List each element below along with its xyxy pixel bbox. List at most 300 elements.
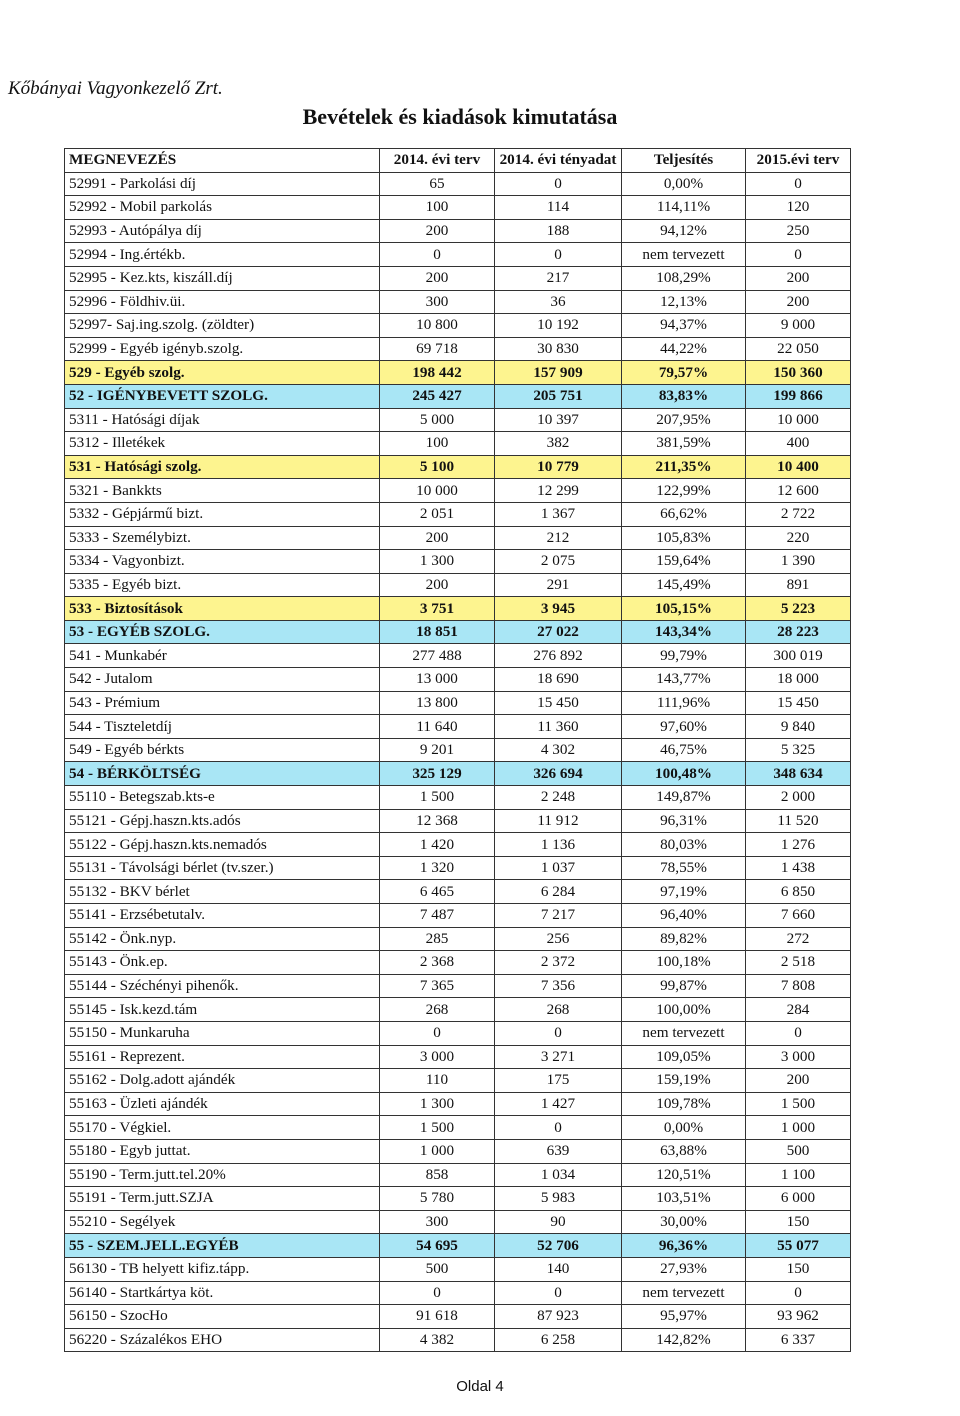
row-name: 55210 - Segélyek: [65, 1210, 380, 1234]
plan-2015-cell: 11 520: [746, 809, 851, 833]
row-name: 55170 - Végkiel.: [65, 1116, 380, 1140]
total-row: [65, 620, 851, 644]
row-name: 544 - Tiszteletdíj: [65, 715, 380, 739]
actual-2014-cell: 256: [495, 927, 622, 951]
plan-2015-cell: 200: [746, 266, 851, 290]
plan-2015-cell: 6 850: [746, 880, 851, 904]
completion-cell: 95,97%: [622, 1305, 746, 1329]
column-header-actual-2014: 2014. évi tényadat: [495, 149, 622, 173]
row-name: 55163 - Üzleti ajándék: [65, 1092, 380, 1116]
completion-cell: 46,75%: [622, 738, 746, 762]
row-name: 543 - Prémium: [65, 691, 380, 715]
actual-2014-cell: 175: [495, 1069, 622, 1093]
column-header-name: MEGNEVEZÉS: [65, 149, 380, 173]
plan-2015-cell: 200: [746, 1069, 851, 1093]
completion-cell: 96,31%: [622, 809, 746, 833]
row-name: 5334 - Vagyonbizt.: [65, 550, 380, 574]
completion-cell: 99,79%: [622, 644, 746, 668]
plan-2015-cell: 3 000: [746, 1045, 851, 1069]
plan-2015-cell: 55 077: [746, 1234, 851, 1258]
row-name: 55161 - Reprezent.: [65, 1045, 380, 1069]
actual-2014-cell: 0: [495, 1116, 622, 1140]
completion-cell: 44,22%: [622, 337, 746, 361]
actual-2014-cell: 0: [495, 1021, 622, 1045]
plan-2014-cell: 300: [380, 1210, 495, 1234]
completion-cell: 78,55%: [622, 856, 746, 880]
row-name: 55131 - Távolsági bérlet (tv.szer.): [65, 856, 380, 880]
page-title: Bevételek és kiadások kimutatása: [302, 104, 618, 129]
plan-2014-cell: 65: [380, 172, 495, 196]
actual-2014-cell: 6 258: [495, 1328, 622, 1352]
row-name: 5311 - Hatósági díjak: [65, 408, 380, 432]
completion-cell: 108,29%: [622, 266, 746, 290]
table-row: [65, 644, 851, 668]
plan-2015-cell: 0: [746, 172, 851, 196]
total-row: [65, 762, 851, 786]
row-name: 52991 - Parkolási díj: [65, 172, 380, 196]
row-name: 54 - BÉRKÖLTSÉG: [65, 762, 380, 786]
row-name: 55144 - Széchényi pihenők.: [65, 974, 380, 998]
plan-2014-cell: 12 368: [380, 809, 495, 833]
plan-2014-cell: 1 320: [380, 856, 495, 880]
report-table: [64, 148, 851, 1352]
actual-2014-cell: 3 945: [495, 597, 622, 621]
table-row: [65, 856, 851, 880]
table-row: [65, 951, 851, 975]
table-row: [65, 738, 851, 762]
actual-2014-cell: 30 830: [495, 337, 622, 361]
completion-cell: 80,03%: [622, 833, 746, 857]
row-name: 541 - Munkabér: [65, 644, 380, 668]
actual-2014-cell: 276 892: [495, 644, 622, 668]
plan-2015-cell: 5 325: [746, 738, 851, 762]
actual-2014-cell: 36: [495, 290, 622, 314]
plan-2015-cell: 7 808: [746, 974, 851, 998]
plan-2015-cell: 1 100: [746, 1163, 851, 1187]
actual-2014-cell: 10 397: [495, 408, 622, 432]
plan-2015-cell: 28 223: [746, 620, 851, 644]
completion-cell: 12,13%: [622, 290, 746, 314]
table-row: [65, 1163, 851, 1187]
plan-2014-cell: 200: [380, 573, 495, 597]
plan-2015-cell: 0: [746, 1281, 851, 1305]
plan-2014-cell: 13 800: [380, 691, 495, 715]
table-row: [65, 243, 851, 267]
actual-2014-cell: 5 983: [495, 1187, 622, 1211]
completion-cell: 143,34%: [622, 620, 746, 644]
plan-2015-cell: 0: [746, 243, 851, 267]
table-body: [65, 172, 851, 1352]
actual-2014-cell: 90: [495, 1210, 622, 1234]
plan-2015-cell: 2 000: [746, 786, 851, 810]
row-name: 55142 - Önk.nyp.: [65, 927, 380, 951]
actual-2014-cell: 1 427: [495, 1092, 622, 1116]
row-name: 55132 - BKV bérlet: [65, 880, 380, 904]
completion-cell: 111,96%: [622, 691, 746, 715]
table-row: [65, 1045, 851, 1069]
row-name: 52992 - Mobil parkolás: [65, 196, 380, 220]
plan-2015-cell: 500: [746, 1139, 851, 1163]
plan-2014-cell: 5 780: [380, 1187, 495, 1211]
plan-2014-cell: 325 129: [380, 762, 495, 786]
plan-2015-cell: 120: [746, 196, 851, 220]
row-name: 56150 - SzocHo: [65, 1305, 380, 1329]
plan-2014-cell: 91 618: [380, 1305, 495, 1329]
plan-2015-cell: 10 400: [746, 455, 851, 479]
completion-cell: 97,19%: [622, 880, 746, 904]
plan-2014-cell: 1 420: [380, 833, 495, 857]
plan-2014-cell: 1 000: [380, 1139, 495, 1163]
completion-cell: 207,95%: [622, 408, 746, 432]
plan-2015-cell: 1 500: [746, 1092, 851, 1116]
plan-2014-cell: 10 000: [380, 479, 495, 503]
plan-2014-cell: 5 000: [380, 408, 495, 432]
actual-2014-cell: 114: [495, 196, 622, 220]
plan-2015-cell: 22 050: [746, 337, 851, 361]
plan-2014-cell: 3 000: [380, 1045, 495, 1069]
row-name: 55180 - Egyb juttat.: [65, 1139, 380, 1163]
plan-2014-cell: 198 442: [380, 361, 495, 385]
plan-2015-cell: 6 000: [746, 1187, 851, 1211]
actual-2014-cell: 0: [495, 243, 622, 267]
plan-2014-cell: 200: [380, 526, 495, 550]
plan-2014-cell: 0: [380, 1021, 495, 1045]
plan-2015-cell: 272: [746, 927, 851, 951]
actual-2014-cell: 52 706: [495, 1234, 622, 1258]
table-row: [65, 290, 851, 314]
table-row: [65, 1210, 851, 1234]
row-name: 53 - EGYÉB SZOLG.: [65, 620, 380, 644]
plan-2014-cell: 100: [380, 196, 495, 220]
completion-cell: 66,62%: [622, 502, 746, 526]
actual-2014-cell: 326 694: [495, 762, 622, 786]
completion-cell: 79,57%: [622, 361, 746, 385]
table-row: [65, 880, 851, 904]
plan-2014-cell: 54 695: [380, 1234, 495, 1258]
actual-2014-cell: 0: [495, 1281, 622, 1305]
plan-2015-cell: 1 438: [746, 856, 851, 880]
plan-2014-cell: 0: [380, 243, 495, 267]
plan-2014-cell: 1 300: [380, 1092, 495, 1116]
plan-2015-cell: 348 634: [746, 762, 851, 786]
row-name: 55122 - Gépj.haszn.kts.nemadós: [65, 833, 380, 857]
row-name: 52996 - Földhiv.üi.: [65, 290, 380, 314]
plan-2015-cell: 12 600: [746, 479, 851, 503]
plan-2015-cell: 1 390: [746, 550, 851, 574]
row-name: 55 - SZEM.JELL.EGYÉB: [65, 1234, 380, 1258]
row-name: 5312 - Illetékek: [65, 432, 380, 456]
actual-2014-cell: 10 779: [495, 455, 622, 479]
row-name: 5335 - Egyéb bizt.: [65, 573, 380, 597]
completion-cell: 109,05%: [622, 1045, 746, 1069]
completion-cell: 96,40%: [622, 904, 746, 928]
actual-2014-cell: 12 299: [495, 479, 622, 503]
table-row: [65, 337, 851, 361]
plan-2014-cell: 6 465: [380, 880, 495, 904]
row-name: 52995 - Kez.kts, kiszáll.díj: [65, 266, 380, 290]
actual-2014-cell: 7 356: [495, 974, 622, 998]
plan-2014-cell: 200: [380, 266, 495, 290]
plan-2014-cell: 5 100: [380, 455, 495, 479]
completion-cell: 159,64%: [622, 550, 746, 574]
completion-cell: 27,93%: [622, 1257, 746, 1281]
table-row: [65, 432, 851, 456]
row-name: 56130 - TB helyett kifiz.tápp.: [65, 1257, 380, 1281]
actual-2014-cell: 10 192: [495, 314, 622, 338]
plan-2015-cell: 93 962: [746, 1305, 851, 1329]
plan-2014-cell: 268: [380, 998, 495, 1022]
row-name: 549 - Egyéb bérkts: [65, 738, 380, 762]
column-header-plan-2014: 2014. évi terv: [380, 149, 495, 173]
table-row: [65, 502, 851, 526]
table-row: [65, 1257, 851, 1281]
plan-2014-cell: 69 718: [380, 337, 495, 361]
row-name: 5321 - Bankkts: [65, 479, 380, 503]
completion-cell: 63,88%: [622, 1139, 746, 1163]
table-row: [65, 715, 851, 739]
completion-cell: 105,83%: [622, 526, 746, 550]
table-row: [65, 526, 851, 550]
plan-2015-cell: 18 000: [746, 668, 851, 692]
row-name: 55191 - Term.jutt.SZJA: [65, 1187, 380, 1211]
plan-2014-cell: 2 051: [380, 502, 495, 526]
table-row: [65, 1021, 851, 1045]
plan-2015-cell: 250: [746, 219, 851, 243]
plan-2015-cell: 150: [746, 1210, 851, 1234]
table-row: [65, 1281, 851, 1305]
completion-cell: 122,99%: [622, 479, 746, 503]
table-row: [65, 219, 851, 243]
completion-cell: 114,11%: [622, 196, 746, 220]
completion-cell: 381,59%: [622, 432, 746, 456]
plan-2014-cell: 277 488: [380, 644, 495, 668]
table-row: [65, 196, 851, 220]
table-row: [65, 550, 851, 574]
table-row: [65, 1139, 851, 1163]
completion-cell: 159,19%: [622, 1069, 746, 1093]
actual-2014-cell: 188: [495, 219, 622, 243]
plan-2014-cell: 2 368: [380, 951, 495, 975]
row-name: 52997- Saj.ing.szolg. (zöldter): [65, 314, 380, 338]
actual-2014-cell: 11 912: [495, 809, 622, 833]
plan-2014-cell: 500: [380, 1257, 495, 1281]
row-name: 55121 - Gépj.haszn.kts.adós: [65, 809, 380, 833]
plan-2014-cell: 4 382: [380, 1328, 495, 1352]
completion-cell: 100,18%: [622, 951, 746, 975]
table-row: [65, 1305, 851, 1329]
actual-2014-cell: 27 022: [495, 620, 622, 644]
table-row: [65, 691, 851, 715]
completion-cell: 100,48%: [622, 762, 746, 786]
completion-cell: 103,51%: [622, 1187, 746, 1211]
plan-2014-cell: 13 000: [380, 668, 495, 692]
completion-cell: 100,00%: [622, 998, 746, 1022]
completion-cell: 211,35%: [622, 455, 746, 479]
row-name: 55162 - Dolg.adott ajándék: [65, 1069, 380, 1093]
table-row: [65, 408, 851, 432]
plan-2014-cell: 200: [380, 219, 495, 243]
plan-2015-cell: 1 276: [746, 833, 851, 857]
actual-2014-cell: 1 367: [495, 502, 622, 526]
actual-2014-cell: 2 372: [495, 951, 622, 975]
plan-2014-cell: 100: [380, 432, 495, 456]
actual-2014-cell: 3 271: [495, 1045, 622, 1069]
table-row: [65, 573, 851, 597]
plan-2015-cell: 150 360: [746, 361, 851, 385]
actual-2014-cell: 6 284: [495, 880, 622, 904]
table-row: [65, 998, 851, 1022]
table-header-row: [65, 149, 851, 173]
actual-2014-cell: 268: [495, 998, 622, 1022]
completion-cell: 83,83%: [622, 384, 746, 408]
total-row: [65, 1234, 851, 1258]
completion-cell: 99,87%: [622, 974, 746, 998]
total-row: [65, 384, 851, 408]
table-row: [65, 314, 851, 338]
actual-2014-cell: 157 909: [495, 361, 622, 385]
actual-2014-cell: 18 690: [495, 668, 622, 692]
actual-2014-cell: 87 923: [495, 1305, 622, 1329]
table-row: [65, 1328, 851, 1352]
plan-2015-cell: 400: [746, 432, 851, 456]
completion-cell: 120,51%: [622, 1163, 746, 1187]
plan-2015-cell: 1 000: [746, 1116, 851, 1140]
plan-2015-cell: 9 840: [746, 715, 851, 739]
actual-2014-cell: 7 217: [495, 904, 622, 928]
plan-2014-cell: 10 800: [380, 314, 495, 338]
subtotal-row: [65, 361, 851, 385]
plan-2015-cell: 284: [746, 998, 851, 1022]
table-row: [65, 1092, 851, 1116]
completion-cell: nem tervezett: [622, 1281, 746, 1305]
row-name: 52999 - Egyéb igényb.szolg.: [65, 337, 380, 361]
table-row: [65, 479, 851, 503]
table-row: [65, 266, 851, 290]
actual-2014-cell: 1 034: [495, 1163, 622, 1187]
plan-2014-cell: 285: [380, 927, 495, 951]
plan-2015-cell: 2 722: [746, 502, 851, 526]
plan-2014-cell: 1 500: [380, 1116, 495, 1140]
column-header-completion: Teljesítés: [622, 149, 746, 173]
plan-2014-cell: 18 851: [380, 620, 495, 644]
row-name: 529 - Egyéb szolg.: [65, 361, 380, 385]
actual-2014-cell: 15 450: [495, 691, 622, 715]
row-name: 52993 - Autópálya díj: [65, 219, 380, 243]
page-number: Oldal 4: [456, 1378, 504, 1395]
row-name: 55141 - Erzsébetutalv.: [65, 904, 380, 928]
actual-2014-cell: 217: [495, 266, 622, 290]
actual-2014-cell: 639: [495, 1139, 622, 1163]
completion-cell: 109,78%: [622, 1092, 746, 1116]
row-name: 56220 - Százalékos EHO: [65, 1328, 380, 1352]
row-name: 55150 - Munkaruha: [65, 1021, 380, 1045]
row-name: 542 - Jutalom: [65, 668, 380, 692]
table-row: [65, 904, 851, 928]
completion-cell: 105,15%: [622, 597, 746, 621]
row-name: 55110 - Betegszab.kts-e: [65, 786, 380, 810]
plan-2014-cell: 7 365: [380, 974, 495, 998]
plan-2015-cell: 15 450: [746, 691, 851, 715]
completion-cell: 97,60%: [622, 715, 746, 739]
subtotal-row: [65, 455, 851, 479]
completion-cell: 94,12%: [622, 219, 746, 243]
plan-2014-cell: 1 500: [380, 786, 495, 810]
table-row: [65, 786, 851, 810]
row-name: 533 - Biztosítások: [65, 597, 380, 621]
completion-cell: 0,00%: [622, 172, 746, 196]
plan-2014-cell: 1 300: [380, 550, 495, 574]
table-row: [65, 172, 851, 196]
column-header-plan-2015: 2015.évi terv: [746, 149, 851, 173]
completion-cell: nem tervezett: [622, 243, 746, 267]
row-name: 531 - Hatósági szolg.: [65, 455, 380, 479]
plan-2014-cell: 11 640: [380, 715, 495, 739]
table-row: [65, 1069, 851, 1093]
completion-cell: 149,87%: [622, 786, 746, 810]
plan-2015-cell: 300 019: [746, 644, 851, 668]
plan-2014-cell: 7 487: [380, 904, 495, 928]
plan-2015-cell: 10 000: [746, 408, 851, 432]
actual-2014-cell: 382: [495, 432, 622, 456]
plan-2015-cell: 6 337: [746, 1328, 851, 1352]
actual-2014-cell: 2 075: [495, 550, 622, 574]
actual-2014-cell: 1 037: [495, 856, 622, 880]
actual-2014-cell: 2 248: [495, 786, 622, 810]
plan-2015-cell: 5 223: [746, 597, 851, 621]
plan-2014-cell: 9 201: [380, 738, 495, 762]
actual-2014-cell: 0: [495, 172, 622, 196]
completion-cell: 30,00%: [622, 1210, 746, 1234]
plan-2015-cell: 0: [746, 1021, 851, 1045]
company-name: Kőbányai Vagyonkezelő Zrt.: [8, 78, 223, 99]
table-row: [65, 974, 851, 998]
row-name: 5333 - Személybizt.: [65, 526, 380, 550]
actual-2014-cell: 140: [495, 1257, 622, 1281]
plan-2015-cell: 2 518: [746, 951, 851, 975]
plan-2014-cell: 110: [380, 1069, 495, 1093]
actual-2014-cell: 11 360: [495, 715, 622, 739]
table-row: [65, 809, 851, 833]
plan-2015-cell: 220: [746, 526, 851, 550]
table-row: [65, 833, 851, 857]
plan-2014-cell: 858: [380, 1163, 495, 1187]
plan-2015-cell: 7 660: [746, 904, 851, 928]
subtotal-row: [65, 597, 851, 621]
completion-cell: nem tervezett: [622, 1021, 746, 1045]
plan-2015-cell: 199 866: [746, 384, 851, 408]
table-row: [65, 1187, 851, 1211]
row-name: 52 - IGÉNYBEVETT SZOLG.: [65, 384, 380, 408]
completion-cell: 145,49%: [622, 573, 746, 597]
actual-2014-cell: 291: [495, 573, 622, 597]
row-name: 55143 - Önk.ep.: [65, 951, 380, 975]
completion-cell: 0,00%: [622, 1116, 746, 1140]
row-name: 5332 - Gépjármű bizt.: [65, 502, 380, 526]
completion-cell: 96,36%: [622, 1234, 746, 1258]
completion-cell: 89,82%: [622, 927, 746, 951]
row-name: 55190 - Term.jutt.tel.20%: [65, 1163, 380, 1187]
plan-2014-cell: 300: [380, 290, 495, 314]
table-row: [65, 1116, 851, 1140]
plan-2015-cell: 891: [746, 573, 851, 597]
plan-2014-cell: 245 427: [380, 384, 495, 408]
actual-2014-cell: 1 136: [495, 833, 622, 857]
actual-2014-cell: 4 302: [495, 738, 622, 762]
row-name: 52994 - Ing.értékb.: [65, 243, 380, 267]
plan-2015-cell: 150: [746, 1257, 851, 1281]
table-row: [65, 668, 851, 692]
plan-2015-cell: 9 000: [746, 314, 851, 338]
